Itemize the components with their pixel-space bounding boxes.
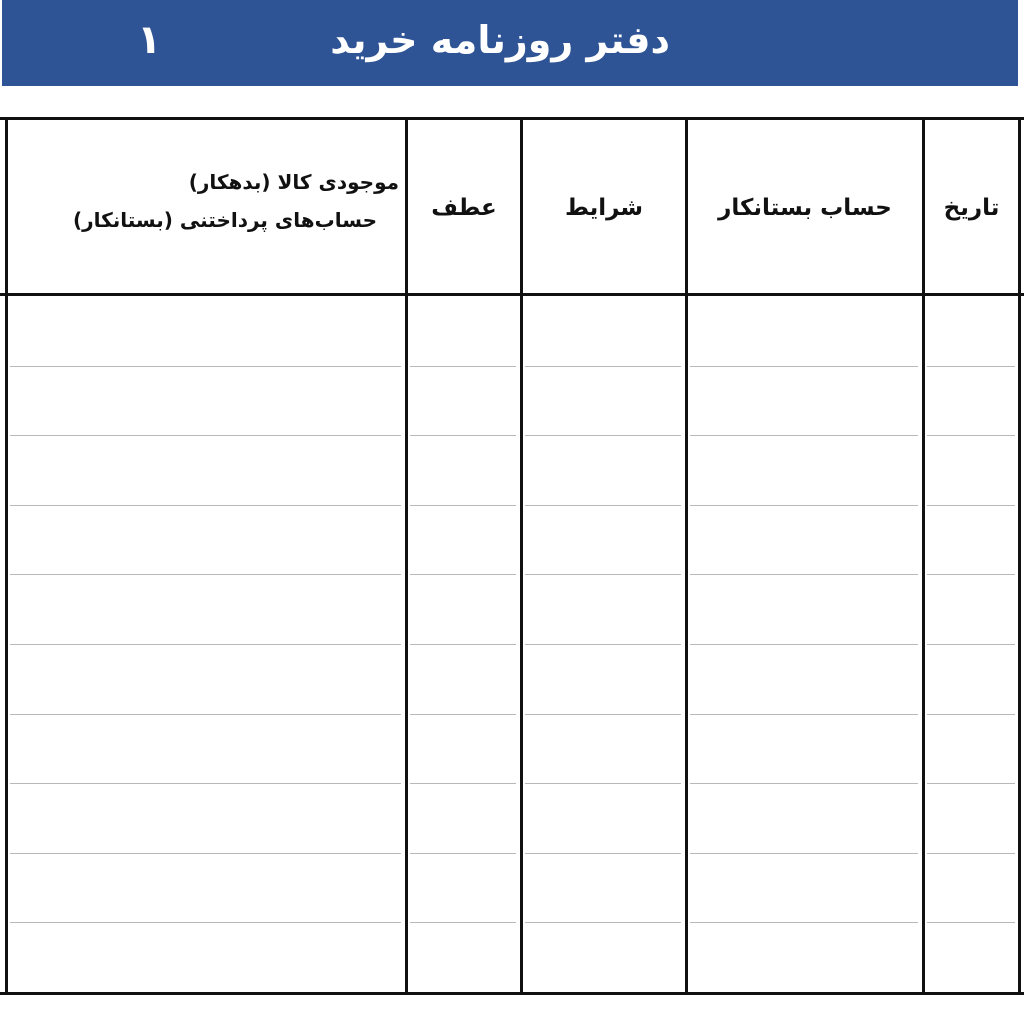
table-cell[interactable] <box>410 366 516 436</box>
table-cell[interactable] <box>410 644 516 714</box>
table-cell[interactable] <box>10 783 401 853</box>
table-cell[interactable] <box>927 644 1015 714</box>
table-cell[interactable] <box>690 853 918 923</box>
table-cell[interactable] <box>927 783 1015 853</box>
table-cell[interactable] <box>927 505 1015 575</box>
table-cell[interactable] <box>690 714 918 784</box>
table-cell[interactable] <box>410 714 516 784</box>
table-cell[interactable] <box>690 505 918 575</box>
table-cell[interactable] <box>10 714 401 784</box>
table-cell[interactable] <box>690 435 918 505</box>
table-cell[interactable] <box>927 296 1015 366</box>
purchase-journal-table <box>0 117 1024 995</box>
page-header <box>2 0 1018 86</box>
table-cell[interactable] <box>410 922 516 992</box>
table-cell[interactable] <box>410 574 516 644</box>
column-header-amount-credit: حساب‌های پرداختنی (بستانکار) <box>72 208 377 232</box>
table-cell[interactable] <box>10 853 401 923</box>
table-cell[interactable] <box>927 714 1015 784</box>
table-cell[interactable] <box>410 435 516 505</box>
table-cell[interactable] <box>410 296 516 366</box>
table-cell[interactable] <box>410 853 516 923</box>
table-cell[interactable] <box>690 783 918 853</box>
table-cell[interactable] <box>525 366 681 436</box>
table-cell[interactable] <box>10 296 401 366</box>
table-cell[interactable] <box>10 505 401 575</box>
table-cell[interactable] <box>525 435 681 505</box>
table-cell[interactable] <box>10 922 401 992</box>
column-header-terms: شرایط <box>564 194 644 221</box>
table-cell[interactable] <box>690 922 918 992</box>
table-cell[interactable] <box>525 714 681 784</box>
table-cell[interactable] <box>690 296 918 366</box>
table-cell[interactable] <box>410 783 516 853</box>
table-cell[interactable] <box>525 574 681 644</box>
table-cell[interactable] <box>525 783 681 853</box>
table-cell[interactable] <box>690 366 918 436</box>
page-number: ۱ <box>137 17 162 63</box>
column-header-amount <box>8 120 405 295</box>
table-cell[interactable] <box>690 574 918 644</box>
table-cell[interactable] <box>927 574 1015 644</box>
column-header-credit-account: حساب بستانکار <box>718 194 892 221</box>
table-cell[interactable] <box>525 296 681 366</box>
table-cell[interactable] <box>410 505 516 575</box>
table-cell[interactable] <box>10 644 401 714</box>
table-cell[interactable] <box>10 435 401 505</box>
column-divider <box>1018 117 1021 995</box>
column-header-amount-debit: موجودی کالا (بدهکار) <box>188 170 399 194</box>
table-cell[interactable] <box>10 574 401 644</box>
table-cell[interactable] <box>927 853 1015 923</box>
table-cell[interactable] <box>525 853 681 923</box>
table-cell[interactable] <box>690 644 918 714</box>
table-bottom-border <box>0 992 1024 995</box>
table-cell[interactable] <box>525 505 681 575</box>
table-cell[interactable] <box>525 644 681 714</box>
table-cell[interactable] <box>927 366 1015 436</box>
table-cell[interactable] <box>525 922 681 992</box>
column-header-reference: عطف <box>431 194 497 221</box>
table-cell[interactable] <box>10 366 401 436</box>
table-cell[interactable] <box>927 435 1015 505</box>
column-header-date: تاریخ <box>943 194 1000 221</box>
table-cell[interactable] <box>927 922 1015 992</box>
page-title: دفتر روزنامه خرید <box>330 18 670 62</box>
